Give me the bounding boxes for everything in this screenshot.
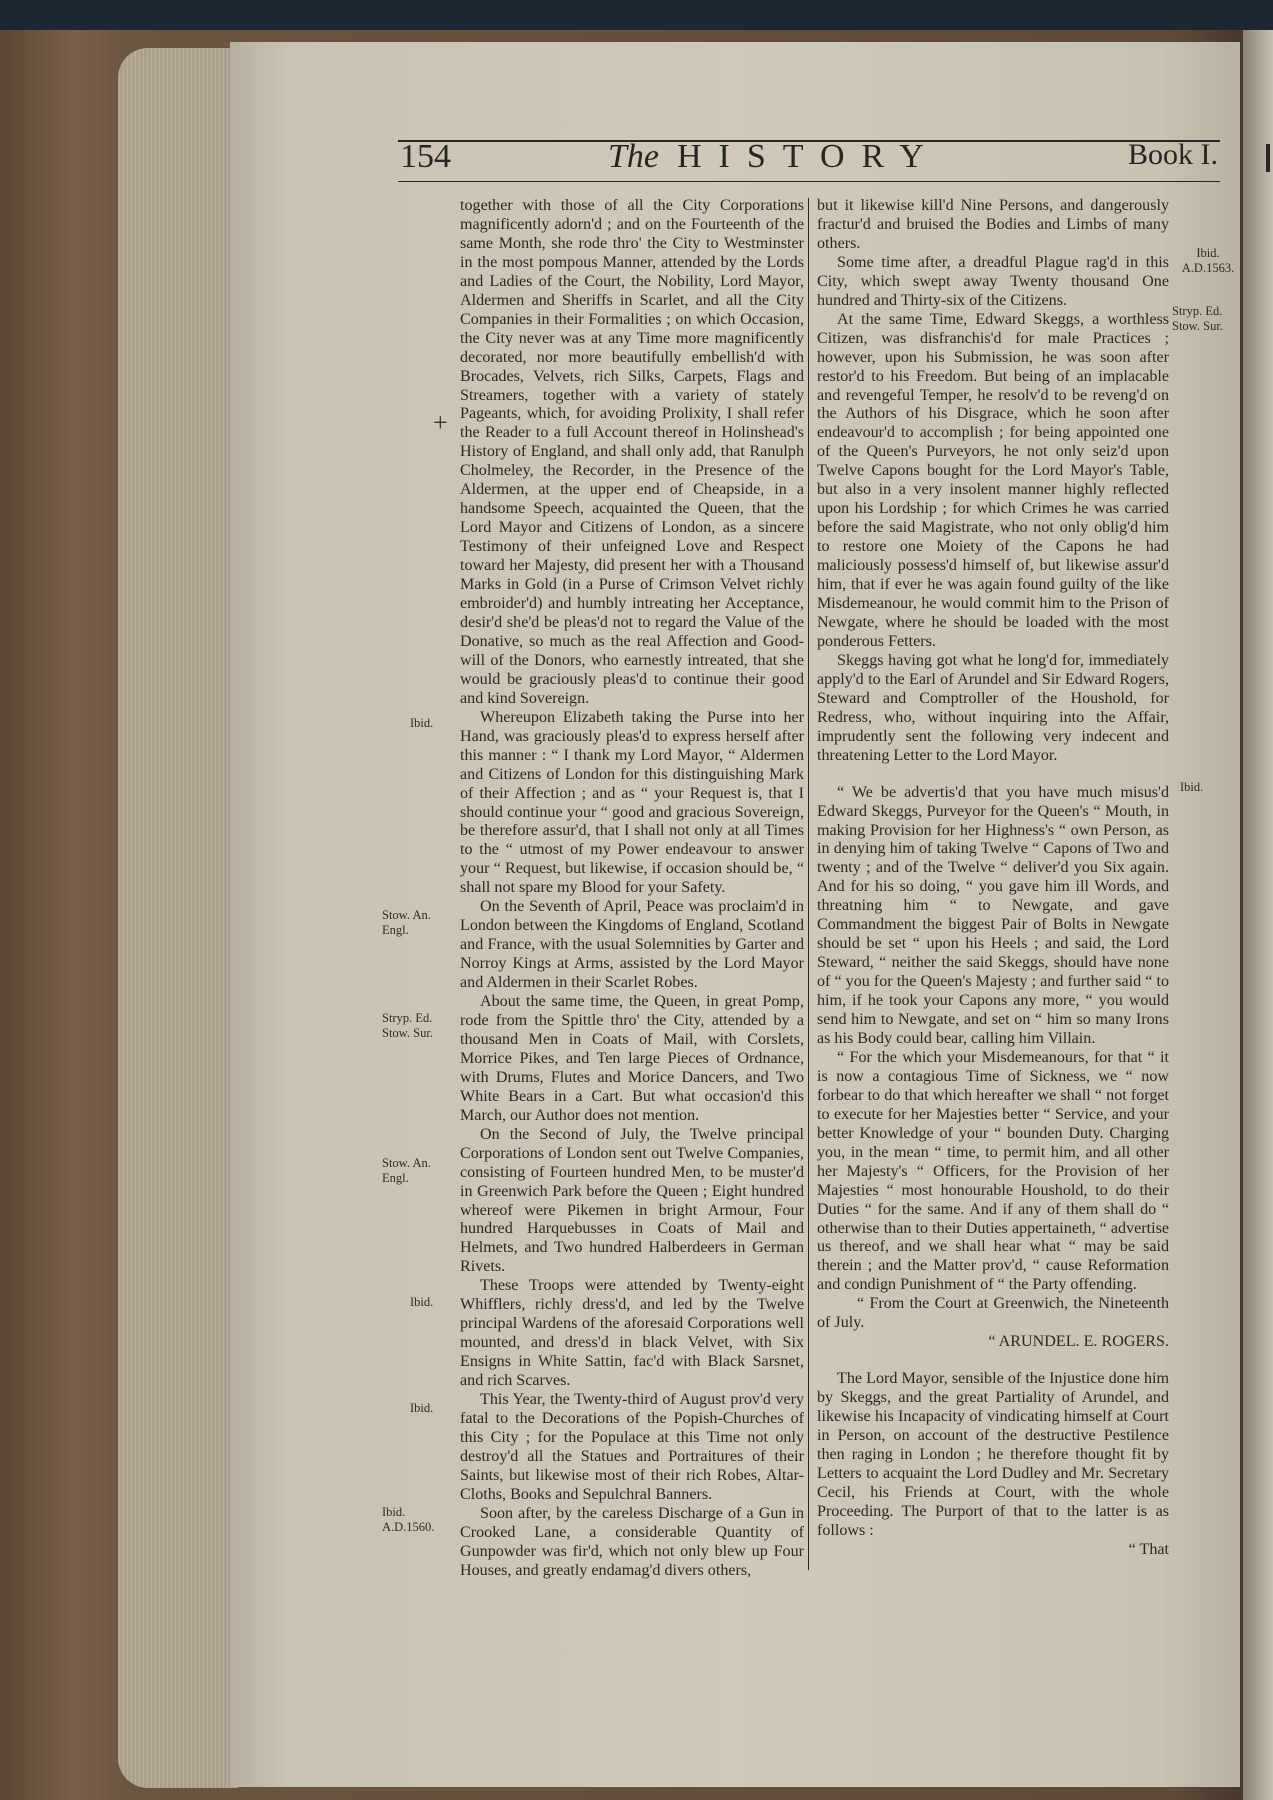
right-paragraph: Some time after, a dreadful Plague rag'd in this City, which swept away Twenty thousand One hundred and Thirty-six of the Citizens. <box>817 253 1169 309</box>
letter-dateline: “ From the Court at Greenwich, the Nineteenth of July. <box>817 1295 1169 1332</box>
margin-note: Stryp. Ed. Stow. Sur. <box>382 1011 433 1040</box>
running-title-main: HISTORY <box>677 138 941 175</box>
letter-paragraph: “ We be advertis'd that you have much misus'd Edward Skeggs, Purveyor for the Queen's “ Mouth, in making Provision for her Highness's “ own Person, as in denying him of taking Twelve “ Capons of Two and twenty ; and of the Twelve “ deliver'd you Six again. And for his so doing, “ you gave him ill Words, and threatning him “ to Newgate, and gave Commandment the biggest Pair of Bolts in Newgate should be set “ upon his Heels ; and said, the Lord Steward, “ neither the said Skeggs, should have none of “ you for the Queen's Majesty ; and further said “ to him, if he took your Capons any more, “ you would send him to Newgate, and set on “ him so many Irons as his Body could bear, calling him Villain. <box>817 783 1169 1047</box>
right-paragraph: but it likewise kill'd Nine Persons, and dangerously fractur'd and bruised the Bodies and Limbs of many others. <box>817 197 1169 252</box>
running-title <box>608 138 941 176</box>
left-paragraph: Whereupon Elizabeth taking the Purse into her Hand, was graciously pleas'd to express herself after this manner : “ I thank my Lord Mayor, “ Aldermen and Citizens of London for this distinguishing Mark of their Affection ; and as “ your Request is, that I should continue your “ good and gracious Sovereign, be therefore assur'd, that I shall not only at all Times to the “ utmost of my Power endeavour to answer your “ Request, but likewise, if occasion should be, “ shall not spare my Blood for your Safety. <box>460 708 804 897</box>
left-paragraph: On the Second of July, the Twelve principal Corporations of London sent out Twelve Companies, consisting of Fourteen hundred Men, to be muster'd in Greenwich Park before the Queen ; Eight hundred whereof were Pikemen in bright Armour, Four hundred Harquebusses in Coats of Mail and Helmets, and Two hundred Halberdeers in German Rivets. <box>460 1125 804 1276</box>
page-number: 154 <box>400 138 451 175</box>
left-column <box>460 197 804 1581</box>
margin-note: Ibid. A.D.1563. <box>1181 246 1235 275</box>
margin-note: Ibid. <box>410 1295 434 1309</box>
running-title-the: The <box>608 138 659 175</box>
margin-note: Ibid. A.D.1560. <box>382 1505 435 1534</box>
letter-signature: “ ARUNDEL. E. ROGERS. <box>988 1333 1169 1351</box>
right-paragraph: Skeggs having got what he long'd for, immediately apply'd to the Earl of Arundel and Sir Edward Rogers, Steward and Comptroller of the Houshold, for Redress, who, without inquiring into the Affair, imprudently sent the following very indecent and threatening Letter to the Lord Mayor. <box>817 651 1169 764</box>
left-paragraph: On the Seventh of April, Peace was proclaim'd in London between the Kingdoms of England, Scotland and France, with the usual Solemnities by Garter and Norroy Kings at Arms, assisted by the Lord Mayor and Aldermen in their Scarlet Robes. <box>460 898 804 992</box>
margin-note: Stryp. Ed. Stow. Sur. <box>1172 304 1223 333</box>
next-page-edge <box>1243 30 1273 1800</box>
margin-note: Stow. An. Engl. <box>382 1156 431 1185</box>
margin-note: Ibid. <box>410 716 434 730</box>
left-paragraph: About the same time, the Queen, in great Pomp, rode from the Spittle thro' the City, attended by a thousand Men in Coats of Mail, with Corslets, Morrice Pikes, and Ten large Pieces of Ordnance, with Drums, Flutes and Morice Dancers, and Two White Bears in a Cart. But what occasion'd this March, our Author does not mention. <box>460 993 804 1124</box>
header-underline <box>398 181 1220 182</box>
catchword: “ That <box>1128 1540 1169 1558</box>
right-paragraph: At the same Time, Edward Skeggs, a worthless Citizen, was disfranchis'd for male Practices ; however, upon his Submission, he was soon after restor'd to his Freedom. But being of an implacable and revengeful Temper, he resolv'd to be reveng'd on the Authors of his Disgrace, which he soon after endeavour'd to accomplish ; for being appointed one of the Queen's Purveyors, he not only seiz'd upon Twelve Capons bought for the Lord Mayor's Table, but also in a very insolent manner highly reflected upon his Lordship ; for which Crimes he was carried before the said Magistrate, who not only oblig'd him to restore one Moiety of the Capons he had maliciously possess'd himself of, but likewise assur'd him, that if ever he was again found guilty of the like Misdemeanour, he would commit him to the Prison of Newgate, where he should be loaded with the most ponderous Fetters. <box>817 310 1169 650</box>
margin-note: Ibid. <box>410 1401 434 1415</box>
left-paragraph: These Troops were attended by Twenty-eight Whifflers, richly dress'd, and led by the Twelve principal Wardens of the aforesaid Corporations well mounted, and dress'd in black Velvet, with Six Ensigns in White Sattin, fac'd with Black Sarsnet, and rich Scarves. <box>460 1277 804 1390</box>
right-column <box>817 197 1169 1560</box>
book-label: Book I. <box>1128 138 1218 171</box>
next-page-rule <box>1266 144 1270 172</box>
margin-note: Ibid. <box>1180 780 1204 794</box>
margin-cross-mark: + <box>433 408 448 437</box>
letter-paragraph: “ For the which your Misdemeanours, for that “ it is now a contagious Time of Sickness, we “ now forbear to do that which hereafter we shall “ not forget to execute for her Majesties better “ Service, and your better Knowledge of your “ bounden Duty. Charging you, in the mean “ time, to permit him, and all other her Majesty's “ Officers, for the Provision of her Majesties “ most honourable Houshold, to do their Duties “ for the same. And if any of them shall do “ otherwise than to their Duties appertaineth, “ advertise us thereof, and we shall hear what “ may be said therein ; and the Matter prov'd, “ cause Reformation and condign Punishment of “ the Party offending. <box>817 1048 1169 1294</box>
right-paragraph: The Lord Mayor, sensible of the Injustice done him by Skeggs, and the great Partiality of Arundel, and likewise his Incapacity of vindicating himself at Court in Person, on account of the destructive Pestilence then raging in London ; he therefore thought fit by Letters to acquaint the Lord Dudley and Mr. Secretary Cecil, his Friends at Court, with the whole Proceeding. The Purport of that to the latter is as follows : <box>817 1370 1169 1539</box>
column-divider <box>808 198 809 1570</box>
page-edges <box>118 48 238 1788</box>
left-paragraph: Soon after, by the careless Discharge of a Gun in Crooked Lane, a considerable Quantity of Gunpowder was fir'd, which not only blew up Four Houses, and greatly endamag'd divers others, <box>460 1504 804 1579</box>
margin-note: Stow. An. Engl. <box>382 908 431 937</box>
running-header <box>400 138 1218 180</box>
left-paragraph: together with those of all the City Corporations magnificently adorn'd ; and on the Fourteenth of the same Month, she rode thro' the City to Westminster in the most pompous Manner, attended by the Lords and Ladies of the Court, the Nobility, Lord Mayor, Aldermen and Sheriffs in Scarlet, and all the City Companies in their Formalities ; on which Occasion, the City never was at any Time more magnificently decorated, nor more beautifully embellish'd with Brocades, Velvets, rich Silks, Carpets, Flags and Streamers, together with a variety of stately Pageants, which, for avoiding Prolixity, I shall refer the Reader to a full Account thereof in Holinshead's History of England, and shall only add, that Ranulph Cholmeley, the Recorder, in the Presence of the Aldermen, at the upper end of Cheapside, in a handsome Speech, acquainted the Queen, that the Lord Mayor and Citizens of London, as a sincere Testimony of their unfeigned Love and Respect toward her Majesty, did present her with a Thousand Marks in Gold (in a Purse of Crimson Velvet richly embroider'd) and humbly intreating her Acceptance, desir'd she'd be pleas'd not to regard the Value of the Donative, so much as the real Affection and Good-will of the Donors, who earnestly intreated, that she would be graciously pleas'd to continue their good and kind Sovereign. <box>460 197 804 707</box>
left-paragraph: This Year, the Twenty-third of August prov'd very fatal to the Decorations of the Popish-Churches of this City ; for the Populace at this Time not only destroy'd all the Statues and Portraitures of their Saints, but likewise most of their rich Robes, Altar-Cloths, Books and Sepulchral Banners. <box>460 1391 804 1503</box>
